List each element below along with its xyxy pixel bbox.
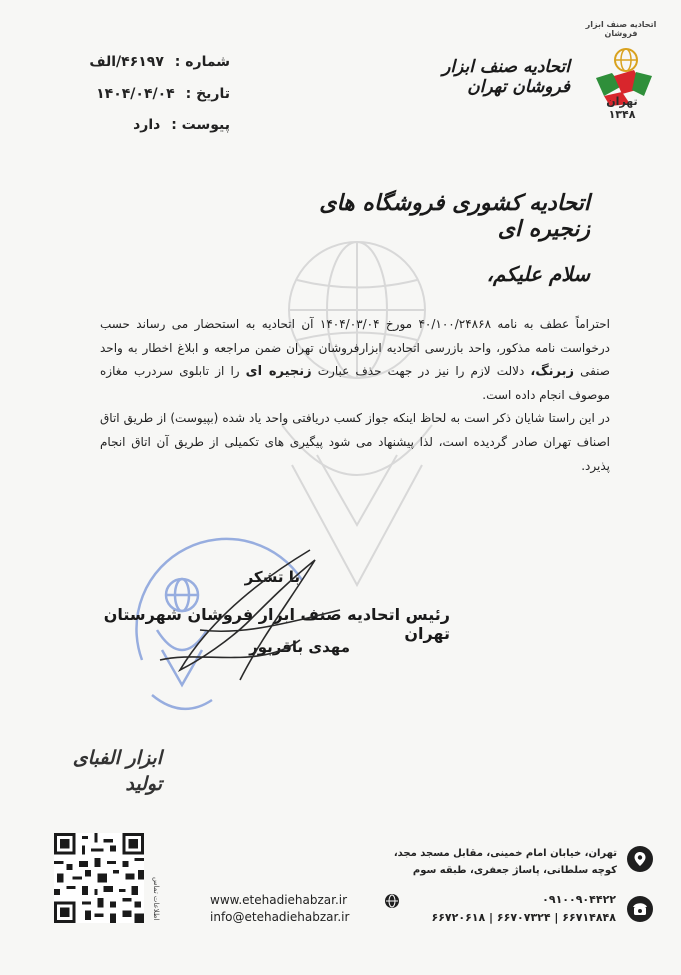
qr-code-icon[interactable] bbox=[54, 833, 144, 923]
p1-bold-shop: زبرنگ، bbox=[530, 364, 575, 380]
paragraph-2: در این راستا شایان ذکر است به لحاظ اینکه جواز کسب دریافتی واحد یاد شده (بپیوست) از طریق اتاق اصناف تهران صادر گردیده است، لذا پیشنهاد می شود پیگیری های تکمیلی از طریق آن اتاق انجام پذیرد. bbox=[100, 411, 610, 473]
attachment-label: پیوست : bbox=[171, 117, 230, 133]
logo-org-text: اتحادیه صنف ابزار فروشان bbox=[585, 20, 657, 38]
globe-icon bbox=[384, 893, 400, 909]
letter-date bbox=[60, 86, 230, 102]
website-link[interactable]: www.etehadiehabzar.ir bbox=[210, 893, 348, 907]
sign-title: رئیس اتحادیه صنف ابزار فروشان شهرستان تهران bbox=[103, 605, 450, 643]
email-link[interactable]: info@etehadiehabzar.ir bbox=[210, 910, 350, 924]
p1-text-c: را از تابلوی سردرب مغازه موصوف انجام داده است. bbox=[100, 364, 610, 402]
qr-caption: اطلاعات تماس bbox=[152, 876, 160, 920]
sign-name: مهدی باقرپور bbox=[249, 638, 350, 656]
paragraph-1 bbox=[100, 313, 610, 407]
number-value: ۴۶۱۹۷/الف bbox=[89, 54, 164, 70]
address-line-2: کوچه سلطانی، پاساژ جعفری، طبقه سوم bbox=[412, 865, 617, 876]
recipient: اتحادیه کشوری فروشگاه های زنجیره ای bbox=[319, 190, 590, 242]
logo-city-text: تهران bbox=[606, 95, 638, 108]
letter-number bbox=[60, 54, 230, 70]
attachment-value: دارد bbox=[133, 117, 161, 133]
phone-icon bbox=[627, 896, 653, 922]
handwritten-signature-icon bbox=[140, 540, 360, 690]
logo-year-text: ۱۳۴۸ bbox=[608, 108, 636, 121]
location-pin-icon bbox=[627, 846, 653, 872]
greeting: سلام علیکم، bbox=[486, 262, 590, 286]
letter-attachment bbox=[60, 117, 230, 133]
mobile-number[interactable]: ۰۹۱۰۰۹۰۴۴۲۲ bbox=[542, 893, 616, 906]
union-title: اتحادیه صنف ابزار فروشان تهران bbox=[442, 57, 570, 97]
letter-body bbox=[100, 313, 610, 478]
p1-text-b: دلالت لازم را نیز در جهت حذف عبارت bbox=[317, 364, 525, 379]
sign-thanks: با تشکر bbox=[244, 568, 300, 586]
address-line-1: تهران، خیابان امام خمینی، مقابل مسجد مجد، bbox=[393, 848, 617, 859]
p1-text-a: احتراماً عطف به نامه ۴۰/۱۰۰/۲۴۸۶۸ مورخ ۱۴۰۴/۰۳/۰۴ آن اتحادیه به استحضار می رساند حسب درخواست نامه مذکور، واحد بازرسی اتحادیه ابزارفروشان تهران ضمن مراجعه و ابلاغ اخطار به واحد صنفی bbox=[100, 317, 611, 379]
phone-numbers[interactable]: ۶۶۷۲۰۶۱۸ | ۶۶۷۰۷۳۲۴ | ۶۶۷۱۴۸۴۸ bbox=[431, 911, 616, 924]
date-value: ۱۴۰۴/۰۴/۰۴ bbox=[96, 86, 175, 102]
company-stamp: ابزار الفبای توليد bbox=[72, 747, 162, 795]
date-label: تاریخ : bbox=[185, 86, 230, 102]
number-label: شماره : bbox=[174, 54, 230, 70]
p1-bold-chain: زنجیره ای bbox=[245, 364, 312, 380]
